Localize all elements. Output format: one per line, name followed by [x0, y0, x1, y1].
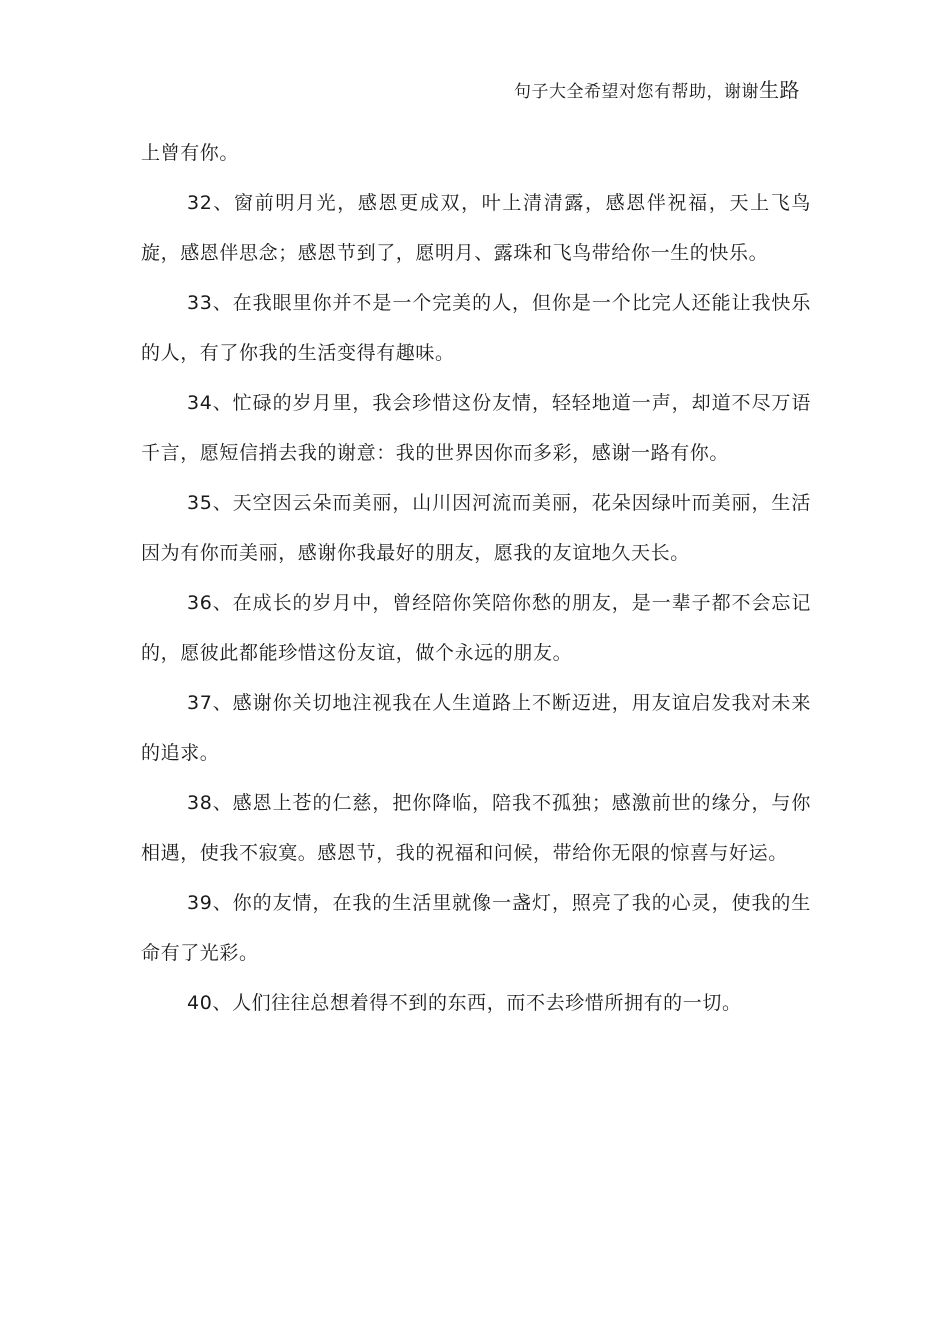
paragraph-32: 32、窗前明月光，感恩更成双，叶上清清露，感恩伴祝福，天上飞鸟旋，感恩伴思念；感恩节到了，愿明月、露珠和飞鸟带给你一生的快乐。: [141, 192, 811, 264]
header-note: [514, 76, 800, 106]
paragraph-37: 37、感谢你关切地注视我在人生道路上不断迈进，用友谊启发我对未来的追求。: [141, 692, 811, 764]
paragraph-39: 39、你的友情，在我的生活里就像一盏灯，照亮了我的心灵，使我的生命有了光彩。: [141, 892, 811, 964]
paragraph-35: 35、天空因云朵而美丽，山川因河流而美丽，花朵因绿叶而美丽，生活因为有你而美丽，感谢你我最好的朋友，愿我的友谊地久天长。: [141, 492, 811, 564]
paragraph-33: 33、在我眼里你并不是一个完美的人，但你是一个比完人还能让我快乐的人，有了你我的生活变得有趣味。: [141, 292, 811, 364]
header-note-text: 句子大全希望对您有帮助，谢谢: [514, 82, 759, 102]
paragraph-38: 38、感恩上苍的仁慈，把你降临，陪我不孤独；感激前世的缘分，与你相遇，使我不寂寞。感恩节，我的祝福和问候，带给你无限的惊喜与好运。: [141, 792, 811, 864]
paragraph-36: 36、在成长的岁月中，曾经陪你笑陪你愁的朋友，是一辈子都不会忘记的，愿彼此都能珍惜这份友谊，做个永远的朋友。: [141, 592, 811, 664]
header-note-tail: 生路: [759, 78, 800, 102]
paragraph-40: 40、人们往往总想着得不到的东西，而不去珍惜所拥有的一切。: [187, 992, 742, 1014]
document-body: [141, 128, 811, 1028]
paragraph-continuation: 上曾有你。: [141, 142, 240, 164]
paragraph-34: 34、忙碌的岁月里，我会珍惜这份友情，轻轻地道一声，却道不尽万语千言，愿短信捎去我的谢意：我的世界因你而多彩，感谢一路有你。: [141, 392, 811, 464]
